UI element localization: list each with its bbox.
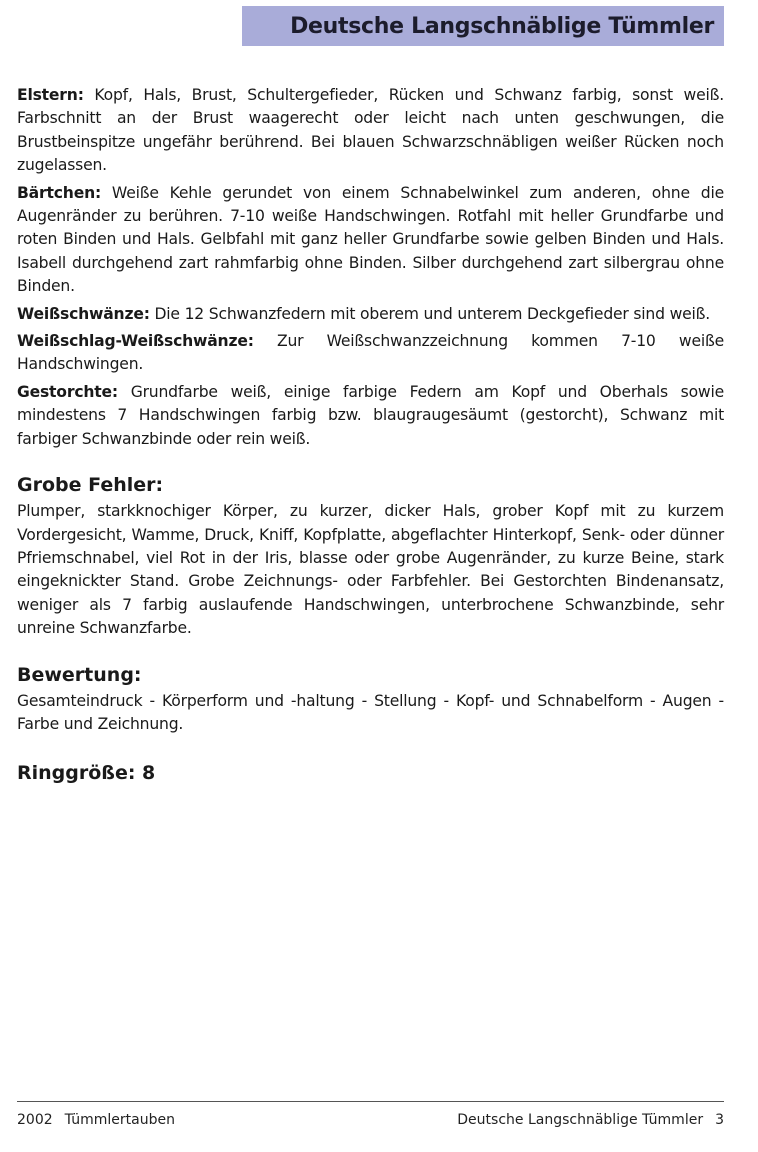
footer — [17, 1111, 724, 1129]
rating-heading: Bewertung: — [17, 663, 142, 686]
entry-elstern — [17, 84, 724, 178]
footer-breed: Deutsche Langschnäblige Tümmler — [457, 1112, 704, 1128]
entry-term: Elstern: — [17, 86, 84, 104]
entry-text: Weiße Kehle gerundet von einem Schnabelwinkel zum anderen, ohne die Augenränder zu berühren. 7-10 weiße Handschwingen. Rotfahl mit heller Grundfarbe und roten Binden und Hals. Gelbfahl mit ganz heller Grundfarbe sowie gelben Binden und Hals. Isabell durchgehend zart rahmfarbig ohne Binden. Silber durchgehend zart silbergrau ohne Binden. — [17, 183, 724, 296]
entry-weissschlag — [17, 330, 724, 377]
footer-book: Tümmlertauben — [64, 1112, 175, 1128]
content — [17, 84, 724, 785]
footer-right — [457, 1111, 724, 1129]
footer-year: 2002 — [17, 1112, 53, 1128]
page-number: 3 — [715, 1112, 724, 1128]
entry-term: Weißschlag-Weißschwänze: — [17, 332, 254, 351]
entry-text: Zur Weißschwanzzeichnung kommen 7-10 weiße Handschwingen. — [17, 332, 724, 374]
page-title: Deutsche Langschnäblige Tümmler — [290, 13, 714, 39]
entry-term: Weißschwänze: — [17, 304, 150, 323]
entry-term: Gestorchte: — [17, 382, 118, 401]
entry-gestorchte — [17, 381, 724, 451]
entry-term: Bärtchen: — [17, 183, 102, 202]
faults-text: Plumper, starkknochiger Körper, zu kurzer, dicker Hals, grober Kopf mit zu kurzem Vordergesicht, Wamme, Druck, Kniff, Kopfplatte, abgeflachter Hinterkopf, Senk- oder dünner Pfriemschnabel, viel Rot in der Iris, blasse oder grobe Augenränder, zu kurze Beine, stark eingeknickter Stand. Grobe Zeichnungs- oder Farbfehler. Bei Gestorchten Bindenansatz, weniger als 7 farbig auslaufende Handschwingen, unterbrochene Schwanzbinde, sehr unreine Schwanzfarbe. — [17, 502, 724, 638]
entry-text: Kopf, Hals, Brust, Schultergefieder, Rücken und Schwanz farbig, sonst weiß. Farbschnitt an der Brust waagerecht oder leicht nach unten geschwungen, die Brustbeinspitze ungefähr berührend. Bei blauen Schwarzschnäbligen weißer Rücken noch zugelassen. — [17, 86, 724, 175]
title-bar — [242, 6, 724, 46]
faults-heading: Grobe Fehler: — [17, 474, 164, 497]
entry-text: Die 12 Schwanzfedern mit oberem und unterem Deckgefieder sind weiß. — [149, 304, 711, 323]
rating-text: Gesamteindruck - Körperform und -haltung - Stellung - Kopf- und Schnabelform - Augen - Farbe und Zeichnung. — [17, 691, 724, 733]
footer-left — [17, 1111, 175, 1129]
ring-size: Ringgröße: 8 — [17, 762, 156, 785]
footer-divider — [17, 1101, 724, 1102]
entry-baertchen — [17, 182, 724, 299]
entry-text: Grundfarbe weiß, einige farbige Federn am Kopf und Oberhals sowie mindestens 7 Handschwingen farbig bzw. blaugraugesäumt (gestorcht), Schwanz mit farbiger Schwanzbinde oder rein weiß. — [17, 382, 724, 448]
entry-weissschwaenze — [17, 303, 724, 326]
